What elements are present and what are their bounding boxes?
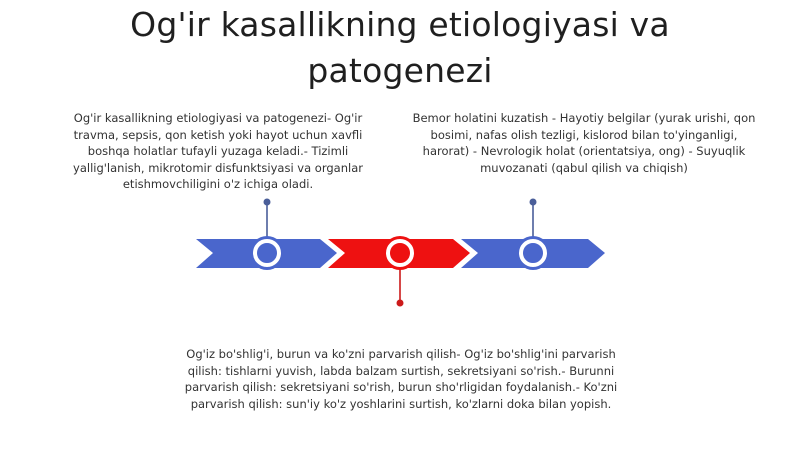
text-block-etiology: Og'ir kasallikning etiologiyasi va patogenezi- Og'ir travma, sepsis, qon ketish yoki hayot uchun xavfli boshqa holatlar tufayli yuzaga keladi.- Tizimli yallig'lanish, mikrotomir disfunktsiyasi va organlar etishmovchiligini o'z ichiga oladi. — [73, 111, 363, 191]
pin-dot-left — [264, 199, 271, 206]
slide-title: Og'ir kasallikning etiologiyasi va patogenezi — [130, 5, 670, 90]
text-block-care: Og'iz bo'shlig'i, burun va ko'zni parvarish qilish- Og'iz bo'shlig'ini parvarish qilish: tishlarni yuvish, labda balzam surtish, sekretsiyani so'rish.- Burunni parvarish qilish: sekretsiyani so'rish, burun sho'rligidan foydalanish.- Ko'zni parvarish qilish: sun'iy ko'z yoshlarini surtish, ko'zlarni doka bilan yopish. — [184, 347, 618, 411]
pin-dot-center — [397, 300, 404, 307]
text-block-monitoring: Bemor holatini kuzatish - Hayotiy belgilar (yurak urishi, qon bosimi, nafas olish tezligi, kislorod bilan to'yinganligi, harorat) - Nevrologik holat (orientatsiya, ong) - Suyuqlik muvozanati (qabul qilish va chiqish) — [412, 111, 756, 175]
pin-dot-right — [530, 199, 537, 206]
